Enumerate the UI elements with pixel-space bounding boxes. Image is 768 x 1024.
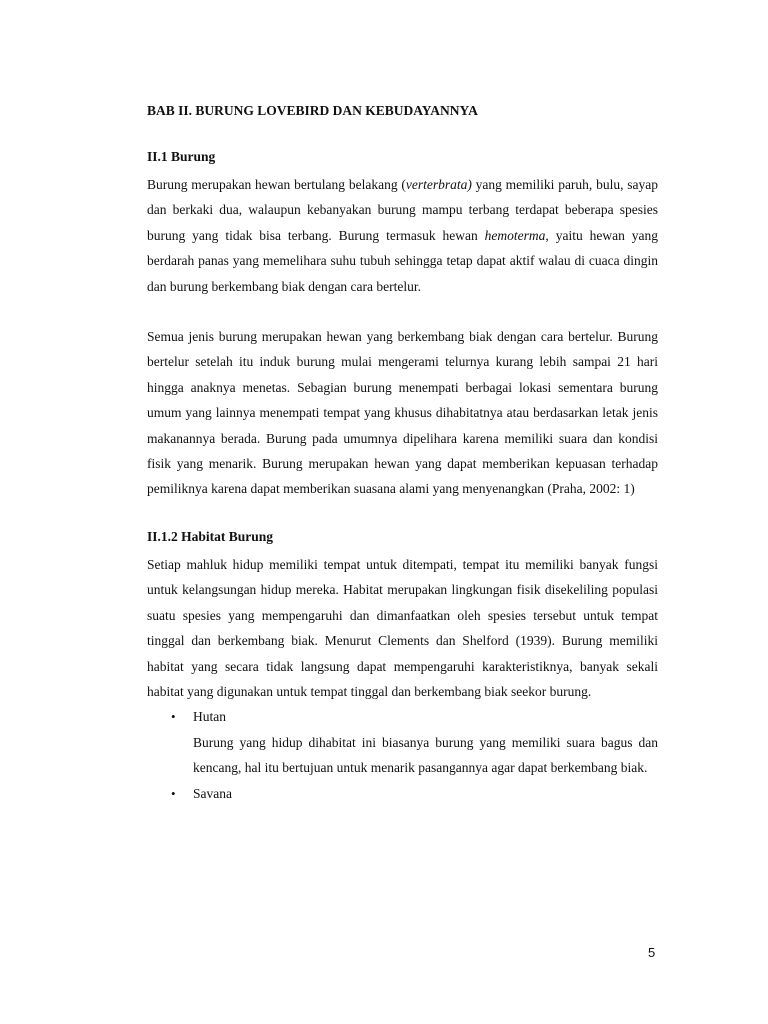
list-item-title: Savana (193, 785, 232, 801)
paragraph-burung-definition (147, 172, 658, 299)
page-number: 5 (648, 945, 656, 960)
italic-term: verterbrata) (405, 177, 472, 192)
list-item-title: Hutan (193, 709, 226, 725)
section-heading-habitat: II.1.2 Habitat Burung (147, 528, 274, 544)
paragraph-text: , yaitu hewan yang berdarah panas yang memelihara suhu tubuh sehingga tetap dapat aktif walau di cuaca dingin dan burung berkembang biak dengan cara bertelur. (147, 227, 659, 294)
section-heading-burung: II.1 Burung (147, 149, 216, 164)
bullet-icon: • (171, 785, 176, 801)
bullet-icon: • (171, 709, 176, 725)
chapter-title: BAB II. BURUNG LOVEBIRD DAN KEBUDAYANNYA (147, 103, 478, 118)
page-content (147, 101, 658, 806)
italic-term: hemoterma (484, 227, 546, 243)
paragraph-habitat-intro: Setiap mahluk hidup memiliki tempat untuk ditempati, tempat itu memiliki banyak fungsi untuk kelangsungan hidup mereka. Habitat merupakan lingkungan fisik disekeliling populasi suatu spesies yang mempengaruhi dan dimanfaatkan oleh spesies tersebut untuk tempat tinggal dan berkembang biak. Menurut Clements dan Shelford (1939). Burung memiliki habitat yang secara tidak langsung dapat mempengaruhi karakteristiknya, banyak sekali habitat yang digunakan untuk tempat tinggal dan berkembang biak seekor burung. (147, 556, 658, 699)
list-item (147, 781, 658, 806)
list-item (147, 704, 658, 780)
habitat-list (147, 704, 658, 806)
paragraph-burung-reproduction: Semua jenis burung merupakan hewan yang berkembang biak dengan cara bertelur. Burung bertelur setelah itu induk burung mulai mengerami telurnya kurang lebih sampai 21 hari hingga anaknya menetas. Sebagian burung menempati berbagai lokasi sementara burung umum yang lainnya menempati tempat yang khusus dihabitatnya atau berdasarkan letak jenis makanannya berada. Burung pada umumnya dipelihara karena memiliki suara dan kondisi fisik yang menarik. Burung merupakan hewan yang dapat memberikan kepuasan terhadap pemiliknya karena dapat memberikan suasana alami yang menyenangkan (Praha, 2002: 1) (147, 329, 658, 497)
paragraph-text: Burung merupakan hewan bertulang belakang ( (147, 177, 406, 192)
list-item-text: Burung yang hidup dihabitat ini biasanya burung yang memiliki suara bagus dan kencang, hal itu bertujuan untuk menarik pasangannya agar dapat berkembang biak. (193, 734, 658, 776)
paragraph-text: yang memiliki paruh, bulu, sayap dan berkaki dua, walaupun kebanyakan burung mampu terbang terdapat beberapa spesies burung yang tidak bisa terbang. Burung termasuk hewan (147, 177, 658, 243)
